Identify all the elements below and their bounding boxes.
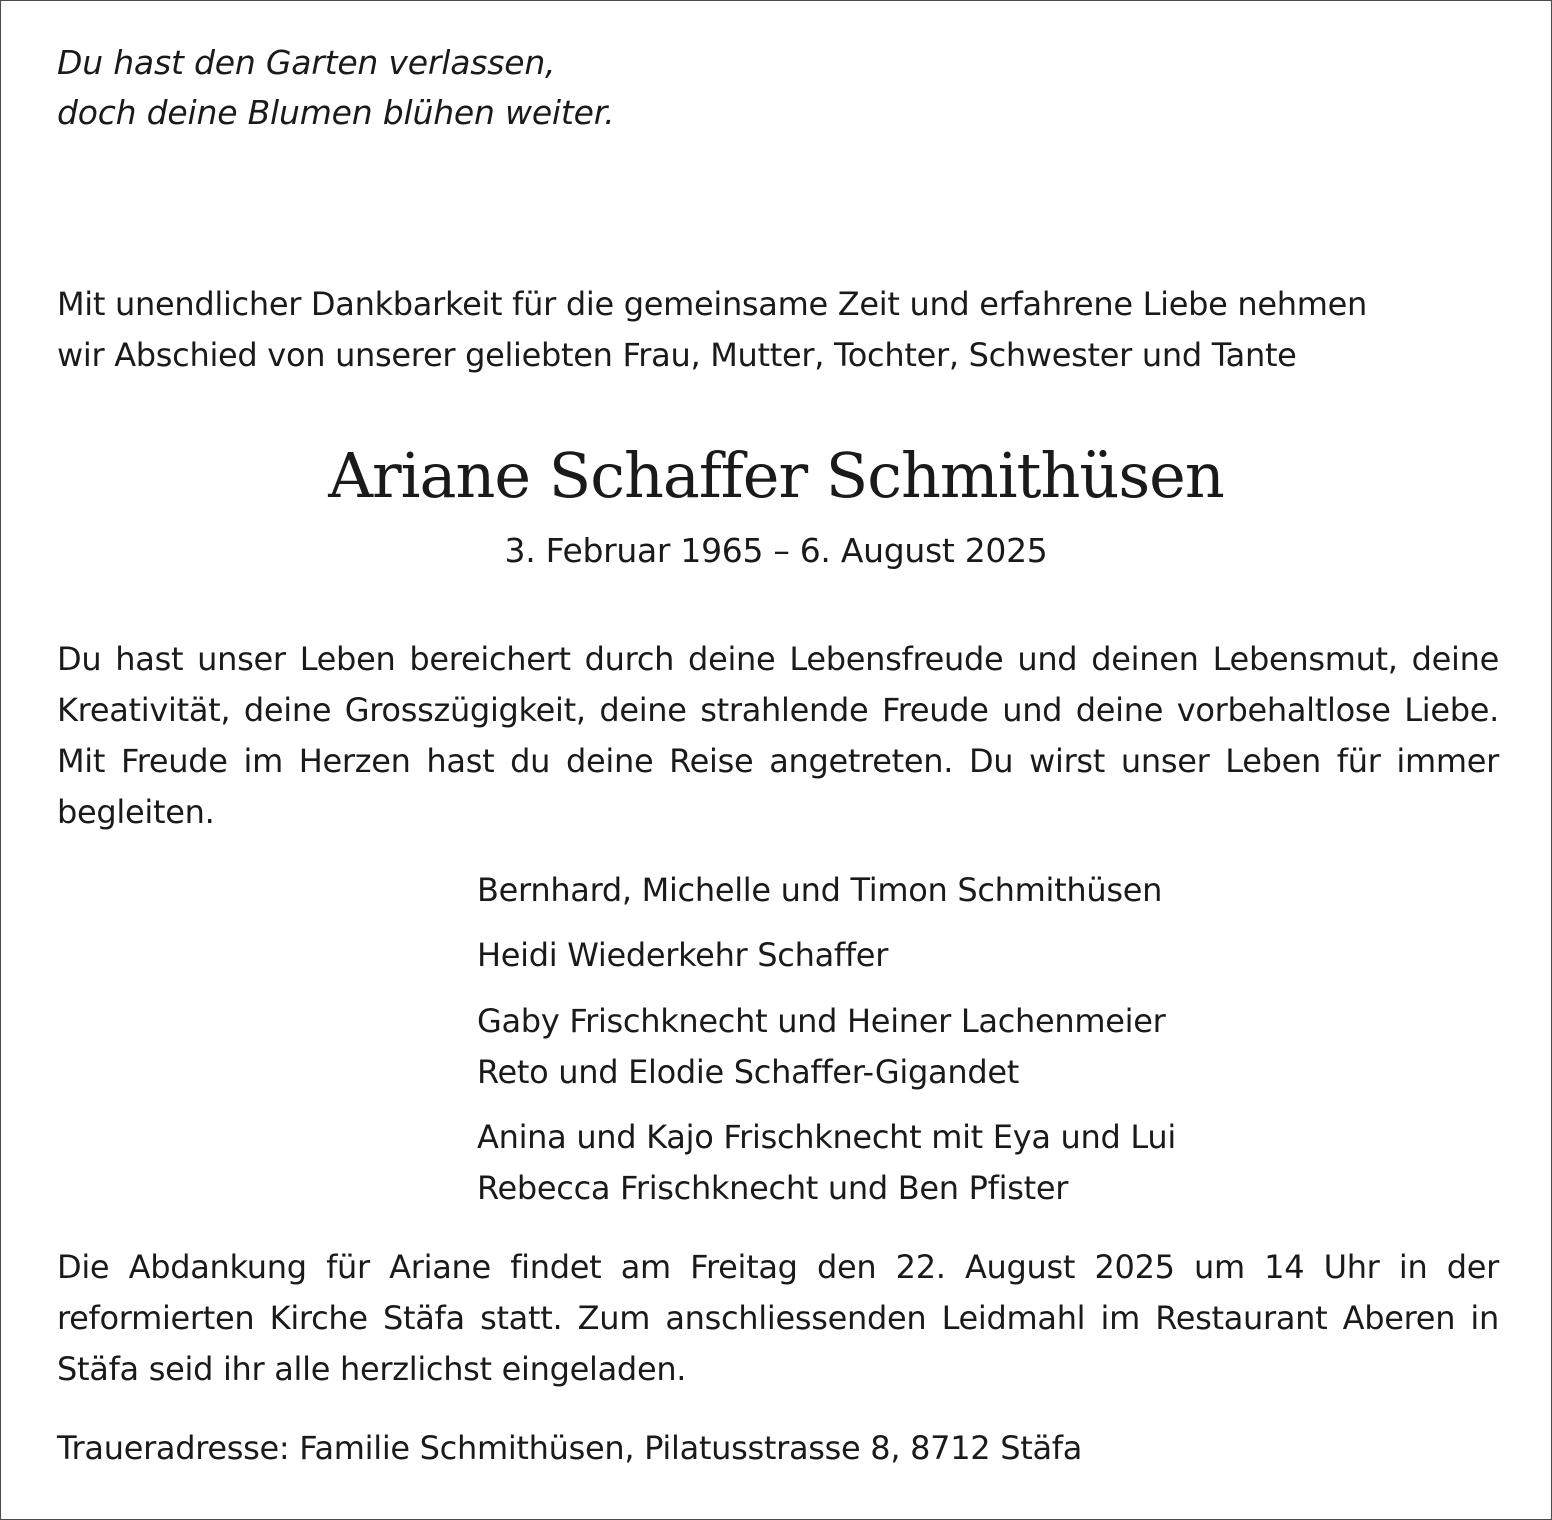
life-dates: 3. Februar 1965 – 6. August 2025 <box>504 531 1048 570</box>
mourner-entry: Anina und Kajo Frischknecht mit Eya und Lui <box>477 1118 1176 1156</box>
motto-line-1: Du hast den Garten verlassen, <box>57 43 556 82</box>
mourning-address: Traueradresse: Familie Schmithüsen, Pilatusstrasse 8, 8712 Stäfa <box>57 1429 1083 1467</box>
tribute-paragraph: Du hast unser Leben bereichert durch deine Lebensfreude und deinen Lebensmut, deine Kreativität, deine Grosszügigkeit, deine strahlende Freude und deine vorbehaltlose Liebe. Mit Freude im Herzen hast du deine Reise angetreten. Du wirst unser Leben für immer begleiten. <box>57 640 1499 831</box>
mourner-entry: Bernhard, Michelle und Timon Schmithüsen <box>477 871 1163 909</box>
mourner-entry: Heidi Wiederkehr Schaffer <box>477 936 889 974</box>
deceased-name: Ariane Schaffer Schmithüsen <box>328 439 1224 512</box>
intro-line-2: wir Abschied von unserer geliebten Frau, Mutter, Tochter, Schwester und Tante <box>57 336 1297 374</box>
mourner-entry: Reto und Elodie Schaffer-Gigandet <box>477 1053 1019 1091</box>
mourner-entry: Gaby Frischknecht und Heiner Lachenmeier <box>477 1002 1166 1040</box>
intro-line-1: Mit unendlicher Dankbarkeit für die gemeinsame Zeit und erfahrene Liebe nehmen <box>57 285 1367 323</box>
mourner-entry: Rebecca Frischknecht und Ben Pfister <box>477 1169 1069 1207</box>
motto-line-2: doch deine Blumen blühen weiter. <box>57 93 615 132</box>
ceremony-paragraph: Die Abdankung für Ariane findet am Freitag den 22. August 2025 um 14 Uhr in der reformierten Kirche Stäfa statt. Zum anschliessenden Leidmahl im Restaurant Aberen in Stäfa seid ihr alle herzlichst eingeladen. <box>57 1248 1499 1388</box>
